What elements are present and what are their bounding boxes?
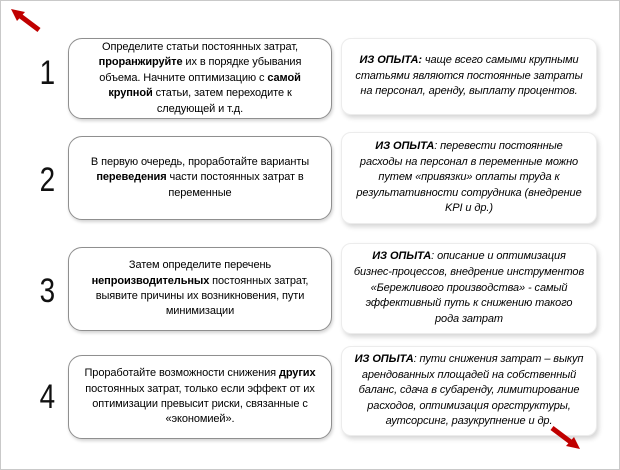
experience-text-4: ИЗ ОПЫТА: пути снижения затрат – выкуп арендованных площадей на собственный баланс, сдача в субаренду, лимитирование расходов, оптимизация оргструктуры, аутсорсинг, разукрупнение и др.	[354, 352, 584, 428]
action-box-3	[68, 247, 332, 331]
experience-text-1: ИЗ ОПЫТА: чаще всего самыми крупными статьями являются постоянные затраты на персонал, аренду, выплату процентов.	[355, 54, 583, 98]
step-number-2: 2	[39, 161, 55, 199]
action-text-1: Определите статьи постоянных затрат, проранжируйте их в порядке убывания объема. Начните оптимизацию с самой крупной статьи, затем переходите к следующей и т.д.	[98, 41, 302, 115]
action-box-4	[68, 355, 332, 439]
experience-box-4	[341, 346, 597, 436]
step-number-4: 4	[39, 378, 55, 416]
action-text-4: Проработайте возможности снижения других постоянных затрат, только если эффект от их оптимизации превысит риски, связанные с «экономией».	[84, 367, 316, 426]
experience-text-3: ИЗ ОПЫТА: описание и оптимизация бизнес-процессов, внедрение инструментов «Бережливого производства» - самый эффективный путь к снижению такого рода затрат	[353, 250, 585, 325]
action-text-3: Затем определите перечень непроизводительных постоянных затрат, выявите причины их возникновения, пути минимизации	[91, 259, 309, 318]
action-text-2: В первую очередь, проработайте варианты переведения части постоянных затрат в переменные	[90, 155, 310, 199]
experience-box-1	[341, 38, 597, 115]
action-box-1	[68, 38, 332, 119]
action-box-2	[68, 136, 332, 220]
experience-box-3	[341, 243, 597, 334]
step-number-1: 1	[39, 54, 55, 92]
red-arrow-down-right-icon	[549, 425, 581, 455]
step-number-3: 3	[39, 272, 55, 310]
experience-text-2: ИЗ ОПЫТА: перевести постоянные расходы на персонал в переменные можно путем «привязки» оплаты труда к результативности сотрудника (внедрение KPI и др.)	[356, 139, 582, 215]
experience-box-2	[341, 132, 597, 224]
red-arrow-up-left-icon	[10, 8, 42, 38]
